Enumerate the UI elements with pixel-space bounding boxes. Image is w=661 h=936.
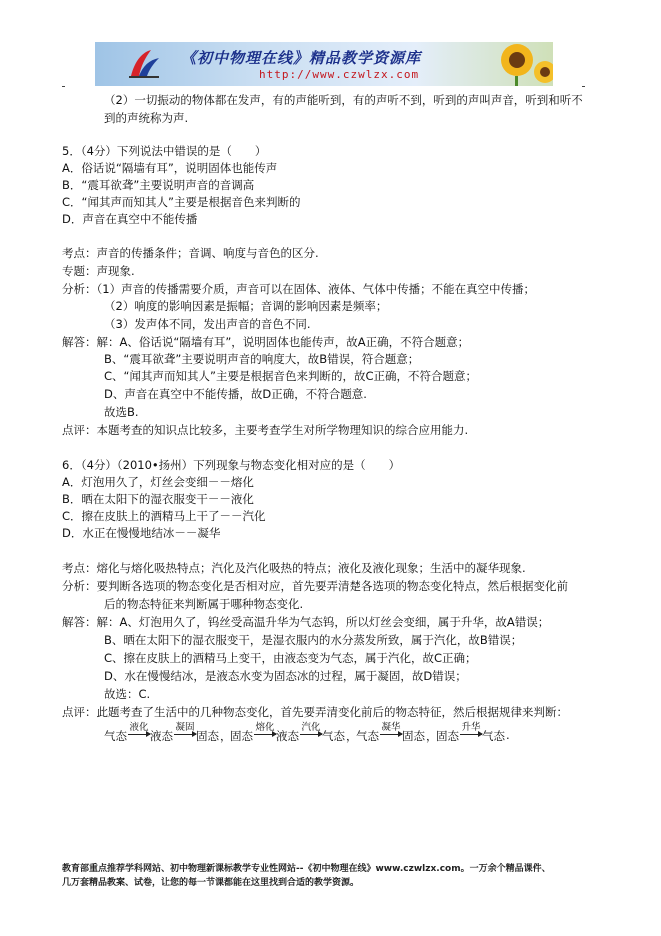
q6-jieda-line: C、擦在皮肤上的酒精马上变干，由液态变为气态，属于汽化，故C正确； bbox=[104, 651, 477, 665]
formula-arrow bbox=[380, 722, 402, 735]
q6-fenxi-line: 后的物态特征来判断属于哪种物态变化. bbox=[104, 597, 304, 611]
formula-arrow-label: 汽化 bbox=[301, 722, 321, 733]
q6-jieda-line: 解答：解：A、灯泡用久了，钨丝受高温升华为气态钨，所以灯丝会变细，属于升华，故A错误； bbox=[62, 615, 550, 629]
q5-fenxi-line: 分析：（1）声音的传播需要介质，声音可以在固体、液体、气体中传播；不能在真空中传播； bbox=[62, 282, 536, 296]
q6-dianping: 点评：此题考查了生活中的几种物态变化，首先要弄清变化前后的物态特征，然后根据规律来判断： bbox=[62, 705, 568, 719]
q5-dianping: 点评：本题考查的知识点比较多，主要考查学生对所学物理知识的综合应用能力. bbox=[62, 423, 469, 437]
formula-arrow bbox=[300, 722, 322, 735]
q5-jieda-line: 解答：解：A、俗话说“隔墙有耳”，说明固体也能传声，故A正确，不符合题意； bbox=[62, 335, 470, 349]
q5-kaodian: 考点：声音的传播条件；音调、响度与音色的区分. bbox=[62, 246, 319, 260]
q5-jieda-line: D、声音在真空中不能传播，故D正确，不符合题意. bbox=[104, 387, 367, 401]
formula-arrow bbox=[460, 722, 482, 735]
q5-option-a: A．俗话说“隔墙有耳”，说明固体也能传声 bbox=[62, 161, 278, 175]
q5-option-c: C．“闻其声而知其人”主要是根据音色来判断的 bbox=[62, 195, 301, 209]
q6-jieda-line: D、水在慢慢结冰，是液态水变为固态冰的过程，属于凝固，故D错误； bbox=[104, 669, 467, 683]
formula-term: 气态 bbox=[322, 729, 345, 743]
formula-term: 液态 bbox=[276, 729, 299, 743]
formula-term: 液态 bbox=[150, 729, 173, 743]
formula-term: 气态 bbox=[482, 729, 505, 743]
q6-jieda-line: B、晒在太阳下的湿衣服变干，是湿衣服内的水分蒸发所致，属于汽化，故B错误； bbox=[104, 633, 523, 647]
q5-jieda-line: 故选B. bbox=[104, 405, 139, 419]
q5-zhuanti: 专题：声现象. bbox=[62, 264, 135, 278]
question-6-stem: 6．（4分）（2010•扬州）下列现象与物态变化相对应的是（ ） bbox=[62, 458, 401, 472]
intro-line: （2）一切振动的物体都在发声，有的声能听到，有的声听不到，听到的声叫声音，听到和听不 bbox=[104, 93, 583, 107]
margin-mark bbox=[582, 86, 585, 87]
q6-option-b: B．晒在太阳下的湿衣服变干－－液化 bbox=[62, 492, 254, 506]
q5-fenxi-line: （3）发声体不同，发出声音的音色不同. bbox=[104, 317, 311, 331]
q6-option-c: C．擦在皮肤上的酒精马上干了－－汽化 bbox=[62, 509, 266, 523]
formula-separator: ， bbox=[220, 729, 232, 743]
q6-option-d: D．水正在慢慢地结冰－－凝华 bbox=[62, 526, 221, 540]
formula-term: 固态 bbox=[402, 729, 425, 743]
formula-separator: ， bbox=[426, 729, 438, 743]
formula-arrow bbox=[128, 722, 150, 735]
footer-line: 几万套精品教案、试卷，让您的每一节课都能在这里找到合适的教学资源。 bbox=[62, 878, 360, 888]
q6-kaodian: 考点：熔化与熔化吸热特点；汽化及汽化吸热的特点；液化及液化现象；生活中的凝华现象. bbox=[62, 561, 526, 575]
formula-separator: ， bbox=[346, 729, 358, 743]
formula-term: 气态 bbox=[104, 729, 127, 743]
header-banner bbox=[95, 42, 553, 86]
formula-term: 气态 bbox=[356, 729, 379, 743]
formula-term: 固态 bbox=[230, 729, 253, 743]
formula-arrow bbox=[254, 722, 276, 735]
sunflower-icon bbox=[487, 42, 553, 86]
q5-option-b: B．“震耳欲聋”主要说明声音的音调高 bbox=[62, 178, 255, 192]
q5-fenxi-line: （2）响度的影响因素是振幅；音调的影响因素是频率； bbox=[104, 299, 388, 313]
formula-arrow bbox=[174, 722, 196, 735]
q6-fenxi-line: 分析：要判断各选项的物态变化是否相对应，首先要弄清楚各选项的物态变化特点，然后根据变化前 bbox=[62, 579, 568, 593]
banner-url[interactable]: http://www.czwlzx.com bbox=[259, 68, 420, 81]
page-footer bbox=[62, 862, 551, 890]
formula-arrow-label: 熔化 bbox=[255, 722, 275, 733]
formula-arrow-label: 升华 bbox=[461, 722, 481, 733]
q6-jieda-line: 故选：C. bbox=[104, 687, 151, 701]
banner-title: 《初中物理在线》精品教学资源库 bbox=[181, 49, 422, 67]
formula-term: 固态 bbox=[196, 729, 219, 743]
q5-jieda-line: C、“闻其声而知其人”主要是根据音色来判断的，故C正确，不符合题意； bbox=[104, 369, 477, 383]
formula-end: . bbox=[506, 728, 510, 742]
q6-option-a: A．灯泡用久了，灯丝会变细－－熔化 bbox=[62, 475, 254, 489]
question-5-stem: 5．（4分）下列说法中错误的是（ ） bbox=[62, 144, 267, 158]
formula-term: 固态 bbox=[436, 729, 459, 743]
margin-mark bbox=[62, 86, 65, 87]
formula-arrow-label: 液化 bbox=[129, 722, 149, 733]
footer-line: 教育部重点推荐学科网站、初中物理新课标教学专业性网站--《初中物理在线》www.czwlzx.com。一万余个精品课件、 bbox=[62, 864, 551, 874]
intro-line: 到的声统称为声. bbox=[104, 111, 189, 125]
q5-jieda-line: B、“震耳欲聋”主要说明声音的响度大，故B错误，符合题意； bbox=[104, 352, 420, 366]
q5-option-d: D．声音在真空中不能传播 bbox=[62, 212, 198, 226]
formula-arrow-label: 凝固 bbox=[175, 722, 195, 733]
site-logo-icon bbox=[127, 48, 161, 80]
formula-arrow-label: 凝华 bbox=[381, 722, 401, 733]
